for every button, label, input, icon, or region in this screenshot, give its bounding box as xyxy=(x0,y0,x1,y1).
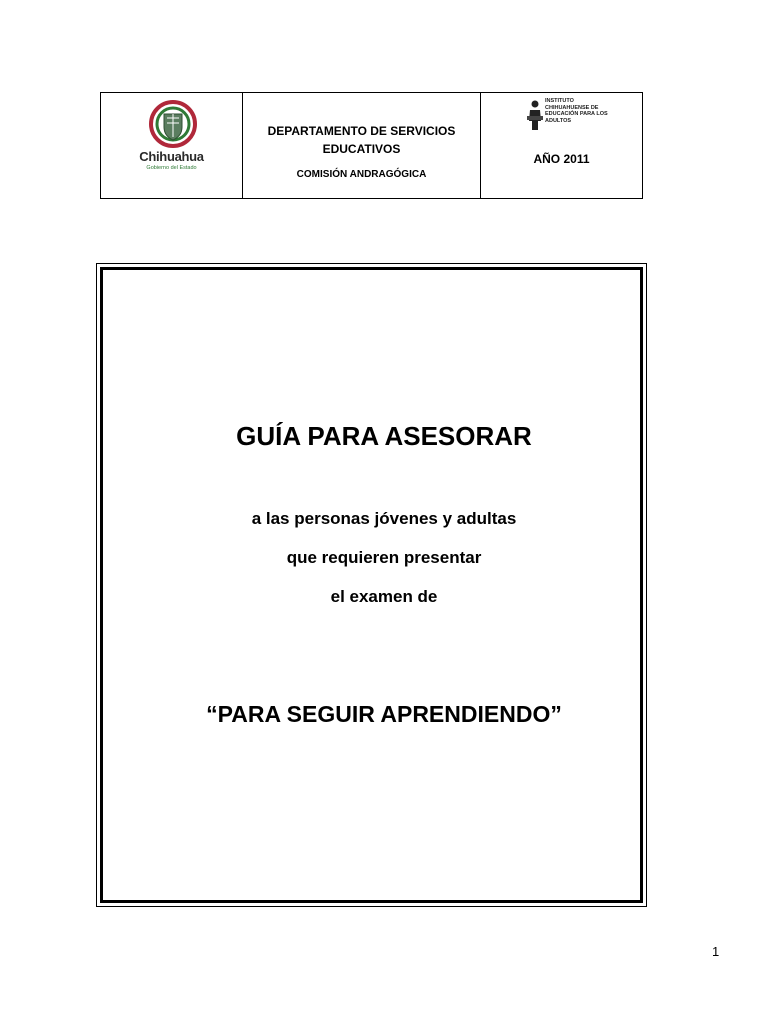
program-title: “PARA SEGUIR APRENDIENDO” xyxy=(206,701,562,727)
subtitle-line-2: que requieren presentar xyxy=(286,548,482,567)
cover-frame xyxy=(96,263,647,907)
guide-title: GUÍA PARA ASESORAR xyxy=(236,421,532,451)
chihuahua-logo-subtitle: Gobierno del Estado xyxy=(146,165,197,171)
chihuahua-logo-name: Chihuahua xyxy=(139,149,204,164)
department-name: DEPARTAMENTO DE SERVICIOS EDUCATIVOS xyxy=(267,124,456,156)
header-table xyxy=(100,92,643,199)
chihuahua-logo-icon xyxy=(143,99,203,149)
subtitle-line-1: a las personas jóvenes y adultas xyxy=(251,509,517,528)
subtitle-line-3: el examen de xyxy=(330,587,438,606)
cover-frame-inner xyxy=(100,267,643,903)
page-number: 1 xyxy=(712,944,720,959)
header-right-cell xyxy=(481,93,642,198)
header-logo-cell xyxy=(101,93,243,198)
year-label: AÑO 2011 xyxy=(533,152,590,166)
ichea-logo-icon xyxy=(526,99,544,131)
commission-name: COMISIÓN ANDRAGÓGICA xyxy=(296,169,427,180)
ichea-logo-text: INSTITUTO CHIHUAHUENSE DE EDUCACIÓN PARA LOS ADULTOS xyxy=(545,98,608,124)
header-center-cell xyxy=(243,93,481,198)
